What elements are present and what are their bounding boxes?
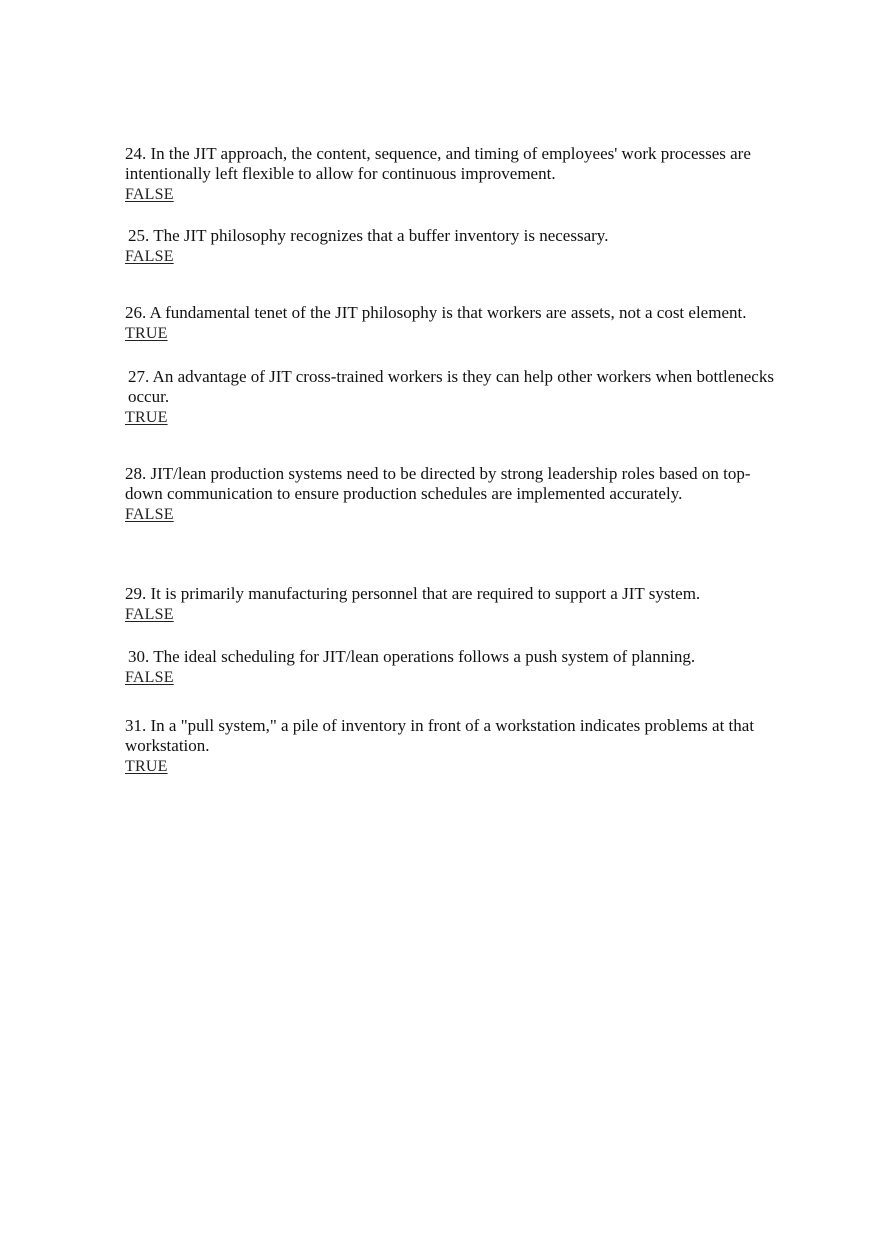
question-text: 29. It is primarily manufacturing personnel that are required to support a JIT system. <box>125 584 701 603</box>
question-text: 24. In the JIT approach, the content, sequence, and timing of employees' work processes are intentionally left flexible to allow for continuous improvement. <box>125 144 751 183</box>
question-28 <box>125 464 775 525</box>
answer-value: FALSE <box>125 669 174 686</box>
question-25 <box>125 226 778 267</box>
answer-value: TRUE <box>125 325 168 342</box>
answer-value: TRUE <box>125 409 168 426</box>
question-text: 26. A fundamental tenet of the JIT philosophy is that workers are assets, not a cost element. <box>125 303 747 322</box>
question-26 <box>125 303 775 344</box>
question-text: 31. In a "pull system," a pile of inventory in front of a workstation indicates problems at that workstation. <box>125 716 755 755</box>
question-24 <box>125 144 775 205</box>
answer-value: FALSE <box>125 248 174 265</box>
answer-value: FALSE <box>125 606 174 623</box>
question-27 <box>125 367 778 428</box>
question-text: 27. An advantage of JIT cross-trained workers is they can help other workers when bottlenecks occur. <box>128 367 774 406</box>
answer-value: FALSE <box>125 186 174 203</box>
question-text: 25. The JIT philosophy recognizes that a buffer inventory is necessary. <box>128 226 609 245</box>
question-31 <box>125 716 775 777</box>
question-text: 28. JIT/lean production systems need to be directed by strong leadership roles based on top-down communication to ensure production schedules are implemented accurately. <box>125 464 751 503</box>
answer-value: FALSE <box>125 506 174 523</box>
question-29 <box>125 584 775 625</box>
answer-value: TRUE <box>125 758 168 775</box>
question-text: 30. The ideal scheduling for JIT/lean operations follows a push system of planning. <box>128 647 696 666</box>
question-30 <box>125 647 778 688</box>
